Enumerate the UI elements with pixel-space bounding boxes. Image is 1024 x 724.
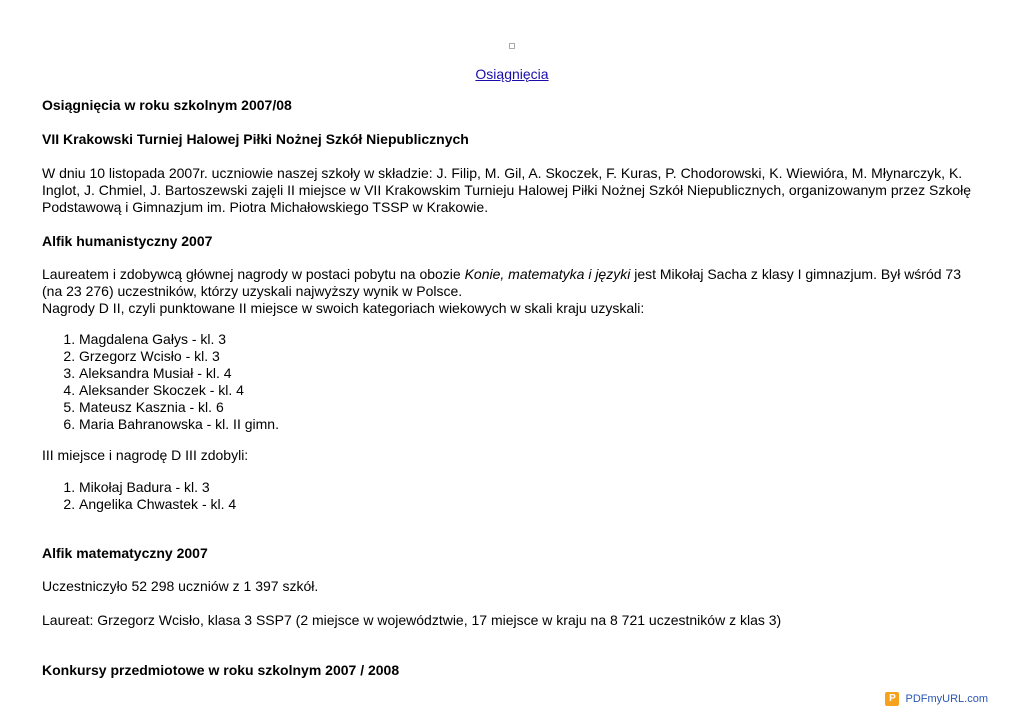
list-item: 2. Grzegorz Wcisło - kl. 3 bbox=[79, 348, 279, 365]
alfik-hum-text-after: jest Mikołaj Sacha z klasy I gimnazjum. Był wśród 73 (na 23 276) uczestników, którzy uzyskali najwyższy wynik w Polsce. bbox=[42, 266, 962, 299]
list-item: 3. Aleksandra Musiał - kl. 4 bbox=[79, 365, 279, 382]
list-item: 1. Mikołaj Badura - kl. 3 bbox=[79, 479, 236, 496]
title-link-container bbox=[42, 66, 982, 83]
section-heading: Osiągnięcia w roku szkolnym 2007/08 bbox=[42, 97, 292, 113]
awards-list bbox=[42, 331, 279, 433]
tournament-text: W dniu 10 listopada 2007r. uczniowie naszej szkoły w składzie: J. Filip, M. Gil, A. Skoczek, F. Kuras, P. Chodorowski, K. Wiewióra, M. Młynarczyk, K. Inglot, J. Chmiel, J. Bartoszewski zajęli II miejsce w VII Krakowskim Turnieju Halowej Piłki Nożnej Szkół Niepublicznych, organizowanym przez Szkołę Podstawową i Gimnazjum im. Piotra Michałowskiego TSSP w Krakowie. bbox=[42, 165, 972, 215]
page-marker bbox=[509, 43, 515, 49]
pdfmyurl-brand[interactable]: PDFmyURL.com bbox=[905, 693, 988, 705]
contests-heading: Konkursy przedmiotowe w roku szkolnym 2007 / 2008 bbox=[42, 662, 400, 678]
list-item: 6. Maria Bahranowska - kl. II gimn. bbox=[79, 416, 279, 433]
awards-intro: Nagrody D II, czyli punktowane II miejsce w swoich kategoriach wiekowych w skali kraju uzyskali: bbox=[42, 300, 645, 316]
tournament-heading: VII Krakowski Turniej Halowej Piłki Nożnej Szkół Niepublicznych bbox=[42, 131, 469, 147]
list-item: 2. Angelika Chwastek - kl. 4 bbox=[79, 496, 236, 513]
alfik-hum-text-before: Laureatem i zdobywcą głównej nagrody w postaci pobytu na obozie bbox=[42, 266, 465, 282]
alfik-mat-participants: Uczestniczyło 52 298 uczniów z 1 397 szkół. bbox=[42, 578, 319, 594]
list-item: 1. Magdalena Gałys - kl. 3 bbox=[79, 331, 279, 348]
title-link[interactable]: Osiągnięcia bbox=[475, 66, 549, 82]
alfik-hum-text bbox=[42, 266, 982, 300]
alfik-mat-laureate: Laureat: Grzegorz Wcisło, klasa 3 SSP7 (2 miejsce w województwie, 17 miejsce w kraju na 8 721 uczestników z klas 3) bbox=[42, 612, 782, 628]
list-item: 5. Mateusz Kasznia - kl. 6 bbox=[79, 399, 279, 416]
third-place-list bbox=[42, 479, 236, 513]
list-item: 4. Aleksander Skoczek - kl. 4 bbox=[79, 382, 279, 399]
alfik-hum-heading: Alfik humanistyczny 2007 bbox=[42, 233, 213, 249]
alfik-mat-heading: Alfik matematyczny 2007 bbox=[42, 545, 208, 561]
pdfmyurl-logo-icon: P bbox=[885, 692, 899, 706]
camp-name: Konie, matematyka i języki bbox=[464, 266, 631, 282]
third-place-intro: III miejsce i nagrodę D III zdobyli: bbox=[42, 447, 249, 463]
pdfmyurl-footer[interactable] bbox=[885, 692, 988, 706]
